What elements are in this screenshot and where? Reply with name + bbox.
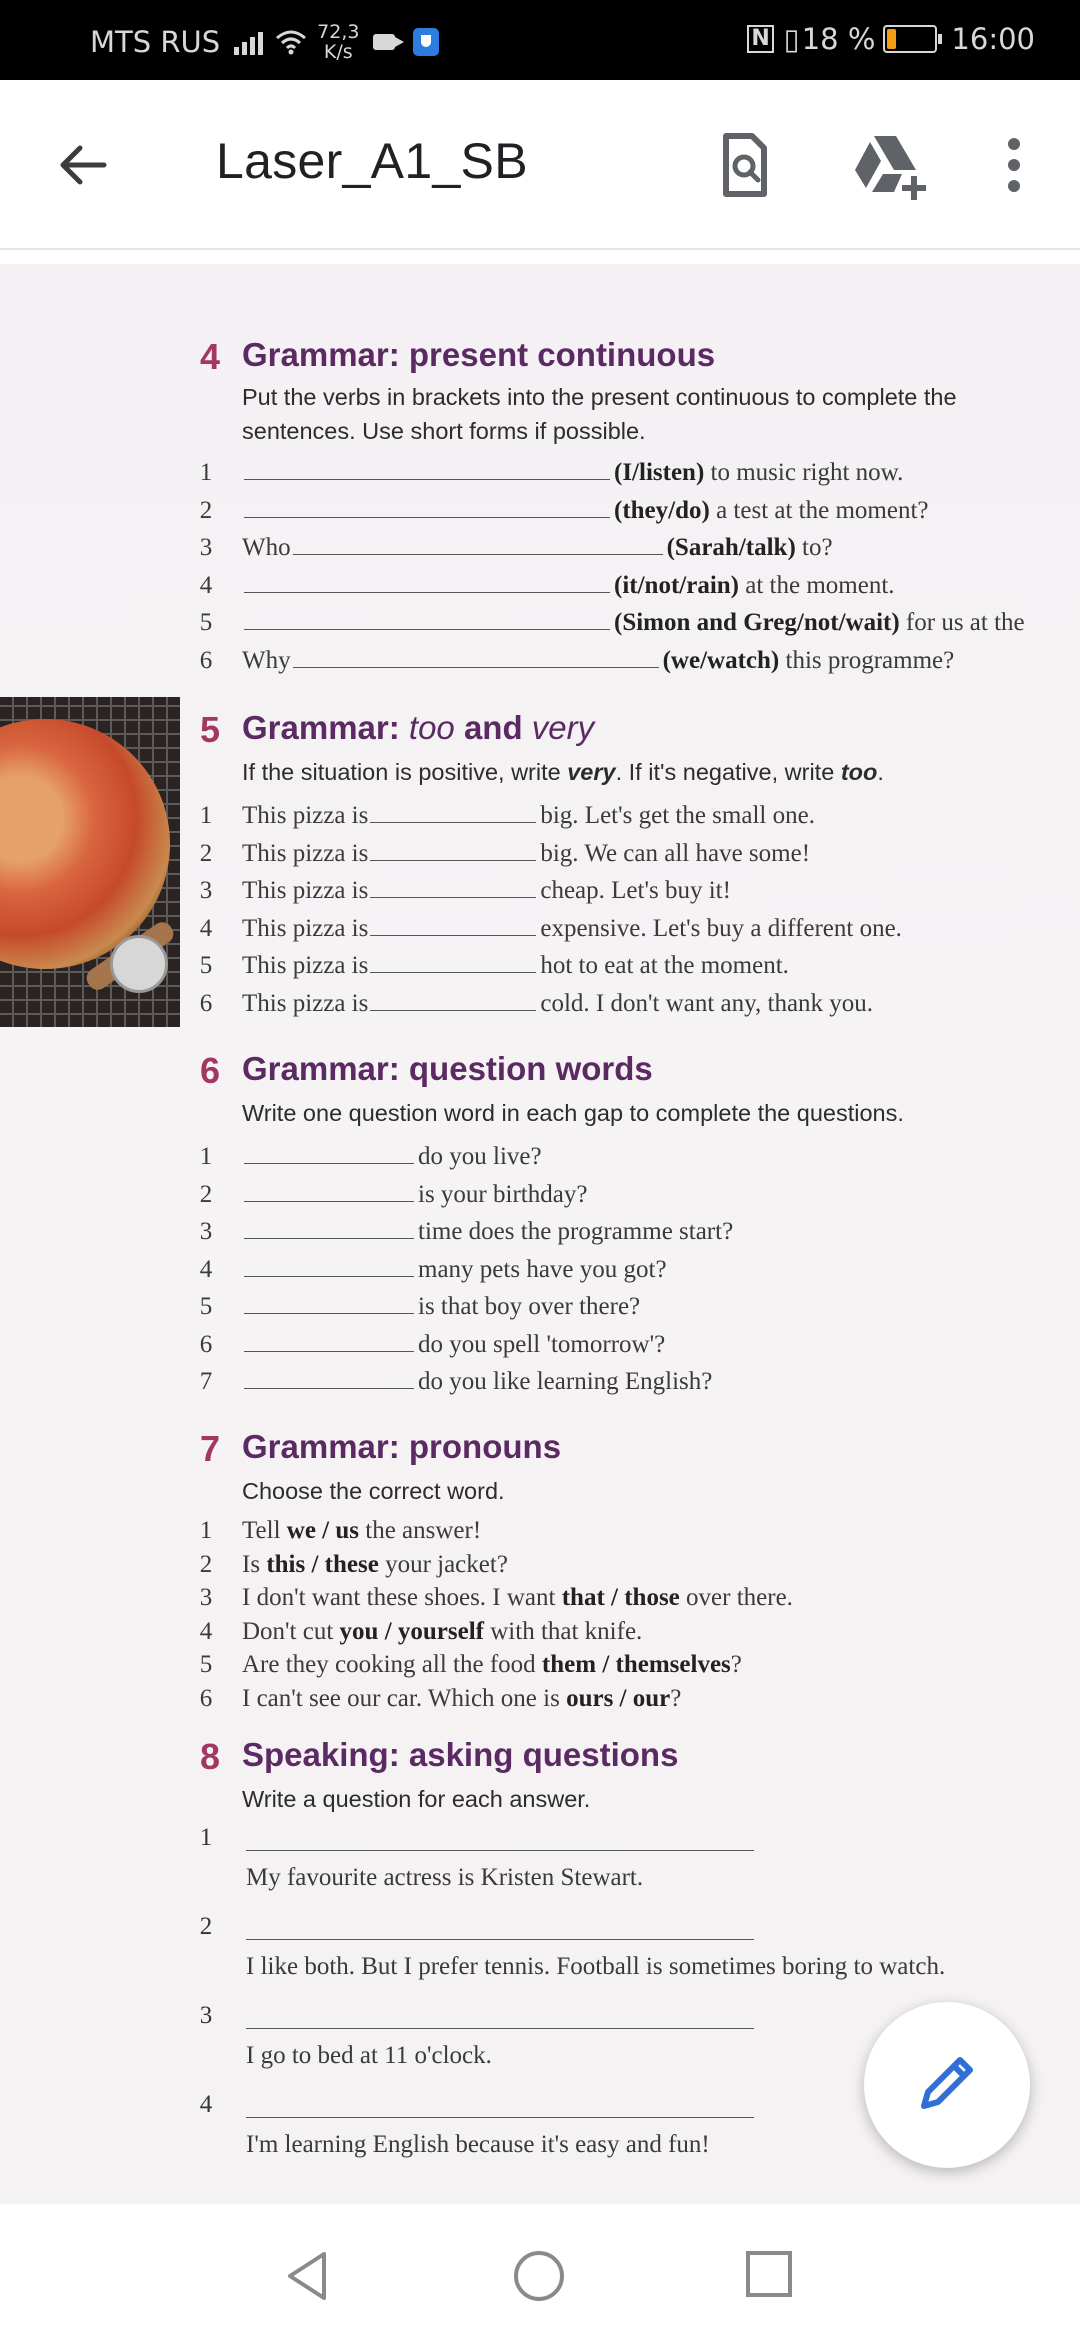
item-number: 5 — [199, 1651, 213, 1678]
answer-blank[interactable] — [244, 1214, 414, 1239]
item-text: Don't cut — [242, 1617, 340, 1645]
item-number: 6 — [199, 1684, 213, 1712]
title-part: and — [454, 709, 532, 746]
section-4 — [199, 336, 1025, 679]
exercise-list — [199, 454, 1025, 679]
shield-icon — [413, 28, 439, 56]
item-hint: (it/not/rain) — [614, 571, 739, 599]
item-text: big. Let's get the small one. — [540, 802, 815, 829]
item-number: 4 — [199, 1617, 213, 1645]
choice-options[interactable]: this / these — [266, 1550, 379, 1578]
document-page[interactable] — [0, 264, 1080, 2204]
item-number: 1 — [199, 1824, 213, 1851]
answer-blank[interactable] — [244, 1364, 414, 1389]
item-text: expensive. Let's buy a different one. — [540, 914, 902, 942]
item-number: 4 — [199, 914, 213, 942]
exercise-item — [200, 1824, 678, 1913]
wifi-icon — [275, 29, 307, 55]
choice-options[interactable]: ours / our — [566, 1684, 671, 1712]
answer-blank[interactable] — [293, 643, 659, 668]
item-number: 3 — [199, 2002, 213, 2029]
battery-icon — [883, 25, 937, 53]
section-title — [242, 709, 594, 746]
battery-percent: 18 % — [801, 22, 876, 56]
item-text: to music right now. — [704, 459, 904, 486]
instruction-line-2: sentences. Use short forms if possible. — [242, 418, 646, 444]
item-number: 5 — [199, 1293, 213, 1320]
item-hint: (they/do) — [614, 496, 710, 524]
item-number: 2 — [199, 839, 213, 867]
answer-blank[interactable] — [370, 948, 536, 973]
nav-back-icon[interactable] — [282, 2249, 332, 2303]
item-text: ? — [670, 1684, 682, 1712]
answer-blank[interactable] — [244, 1252, 414, 1277]
section-instruction — [242, 380, 957, 448]
back-arrow-icon[interactable] — [52, 135, 112, 195]
item-text: do you live? — [418, 1143, 542, 1170]
answer-line[interactable] — [246, 1850, 754, 1851]
instr-emphasis: too — [840, 759, 878, 785]
edit-fab-button[interactable] — [864, 2002, 1030, 2168]
instr-emphasis: very — [567, 759, 616, 785]
item-answer: I like both. But I prefer tennis. Football is sometimes boring to watch. — [246, 1953, 946, 1980]
document-title: Laser_A1_SB — [216, 133, 528, 189]
item-text: for us at the — [899, 609, 1025, 636]
exercise-list — [199, 797, 902, 1022]
item-text: big. We can all have some! — [540, 839, 811, 867]
item-number: 3 — [199, 877, 213, 904]
section-title: Grammar: pronouns — [242, 1428, 562, 1465]
item-prefix: Why — [242, 646, 291, 674]
pizza-photo — [0, 697, 180, 1027]
answer-line[interactable] — [246, 2117, 754, 2118]
item-number: 3 — [199, 534, 213, 561]
exercise-item — [200, 1138, 904, 1176]
item-number: 7 — [199, 1368, 213, 1395]
exercise-item — [200, 872, 884, 910]
status-right — [747, 22, 1035, 56]
exercise-item — [200, 567, 957, 605]
item-text: is that boy over there? — [418, 1293, 641, 1320]
exercise-item — [199, 1682, 682, 1716]
item-text: I don't want these shoes. I want — [242, 1584, 562, 1611]
item-text: the answer! — [359, 1517, 482, 1544]
item-text: cold. I don't want any, thank you. — [540, 989, 874, 1017]
section-instruction: Write one question word in each gap to complete the questions. — [242, 1100, 904, 1126]
item-number: 4 — [199, 571, 213, 599]
section-title: Speaking: asking questions — [242, 1736, 679, 1773]
answer-blank[interactable] — [244, 1327, 414, 1352]
answer-blank[interactable] — [370, 873, 536, 898]
item-text: many pets have you got? — [418, 1255, 667, 1283]
exercise-item — [200, 1176, 904, 1214]
exercise-item — [199, 1648, 742, 1682]
vibrate-icon: ▯ — [783, 22, 800, 56]
title-part: Grammar: — [242, 709, 409, 746]
exercise-item — [199, 2091, 710, 2180]
status-bar — [0, 0, 1080, 80]
item-text: time does the programme start? — [418, 1218, 734, 1245]
section-8 — [199, 1736, 946, 2180]
item-text: a test at the moment? — [709, 496, 929, 524]
exercise-item — [200, 642, 957, 680]
item-text: to? — [795, 534, 833, 561]
speed-value: 72,3 — [317, 21, 360, 43]
answer-blank[interactable] — [370, 986, 536, 1011]
answer-blank[interactable] — [370, 911, 536, 936]
nav-home-icon[interactable] — [512, 2249, 566, 2303]
item-hint: (Simon and Greg/not/wait) — [614, 609, 900, 636]
item-number: 2 — [199, 1550, 213, 1578]
item-number: 4 — [199, 2091, 213, 2118]
exercise-item — [200, 1548, 561, 1582]
item-text: Are they cooking all the food — [242, 1651, 542, 1678]
item-hint: (Sarah/talk) — [666, 534, 796, 561]
edit-pencil-icon — [914, 2050, 980, 2116]
exercise-list — [199, 1514, 793, 1715]
title-italic: very — [531, 709, 595, 746]
item-prefix: This pizza is — [242, 952, 369, 979]
item-number: 5 — [199, 609, 213, 636]
instruction-line-1: Put the verbs in brackets into the present continuous to complete the — [242, 384, 957, 410]
item-prefix: This pizza is — [242, 802, 369, 829]
network-speed — [317, 22, 359, 62]
item-hint: (we/watch) — [662, 646, 780, 674]
item-text: Tell — [242, 1517, 287, 1544]
exercise-item — [200, 1288, 904, 1326]
nav-recents-icon[interactable] — [744, 2249, 794, 2299]
item-number: 3 — [199, 1584, 213, 1611]
answer-blank[interactable] — [370, 836, 536, 861]
answer-blank[interactable] — [244, 455, 610, 480]
answer-line[interactable] — [246, 2028, 754, 2029]
exercise-item — [199, 604, 1025, 642]
item-number: 2 — [199, 1180, 213, 1208]
add-to-drive-icon[interactable] — [850, 130, 930, 200]
exercise-item — [200, 797, 884, 835]
section-instruction — [242, 755, 884, 789]
item-hint: (I/listen) — [614, 459, 705, 486]
item-text: do you like learning English? — [418, 1368, 713, 1395]
app-bar — [0, 80, 1080, 250]
section-number: 8 — [200, 1736, 221, 1777]
exercise-item — [200, 2002, 678, 2091]
answer-blank[interactable] — [244, 493, 610, 518]
exercise-item — [200, 985, 884, 1023]
choice-options[interactable]: them / themselves — [541, 1651, 731, 1678]
instr-part: . — [877, 759, 884, 785]
exercise-item — [200, 1514, 561, 1548]
search-document-icon[interactable] — [708, 130, 778, 200]
exercise-item — [199, 1615, 643, 1649]
section-heading — [200, 1736, 679, 1777]
answer-blank[interactable] — [244, 605, 610, 630]
exercise-list — [200, 1138, 904, 1401]
item-text: over there. — [679, 1584, 793, 1611]
section-heading — [200, 709, 884, 750]
item-number: 6 — [199, 646, 213, 674]
status-left — [90, 22, 439, 62]
section-number: 5 — [200, 709, 221, 750]
item-text: cheap. Let's buy it! — [540, 877, 731, 904]
video-camera-icon — [373, 34, 395, 50]
item-text: hot to eat at the moment. — [540, 952, 789, 979]
carrier-name: MTS RUS — [90, 25, 221, 59]
exercise-item — [200, 1326, 904, 1364]
instr-part: . If it's negative, write — [615, 759, 841, 785]
choice-options[interactable]: we / us — [286, 1517, 359, 1544]
exercise-item — [200, 1251, 904, 1289]
item-number: 5 — [199, 952, 213, 979]
item-number: 2 — [199, 1913, 213, 1940]
section-heading — [200, 336, 957, 377]
more-vert-icon[interactable] — [996, 130, 1032, 200]
nfc-icon: N — [747, 25, 773, 53]
item-prefix: This pizza is — [242, 877, 369, 904]
item-prefix: This pizza is — [242, 989, 369, 1017]
exercise-item — [200, 1213, 904, 1251]
section-number: 4 — [200, 336, 221, 377]
section-title: Grammar: present continuous — [242, 336, 716, 373]
item-text: is your birthday? — [418, 1180, 588, 1208]
item-text: do you spell 'tomorrow'? — [418, 1330, 666, 1358]
section-instruction: Choose the correct word. — [242, 1478, 505, 1504]
section-title: Grammar: question words — [242, 1050, 653, 1087]
item-number: 3 — [199, 1218, 213, 1245]
item-number: 6 — [199, 1330, 213, 1358]
item-number: 2 — [199, 496, 213, 524]
item-prefix: Who — [242, 534, 291, 561]
answer-blank[interactable] — [293, 530, 663, 555]
exercise-item — [200, 529, 957, 567]
section-7 — [199, 1428, 793, 1715]
section-6 — [200, 1050, 904, 1401]
item-answer: I go to bed at 11 o'clock. — [246, 2042, 492, 2069]
item-text: ? — [730, 1651, 742, 1678]
section-number: 7 — [200, 1428, 221, 1469]
answer-line[interactable] — [246, 1939, 754, 1940]
item-text: with that knife. — [484, 1617, 643, 1645]
item-text: I can't see our car. Which one is — [242, 1684, 567, 1712]
section-5 — [199, 709, 902, 1022]
title-italic: too — [408, 709, 455, 746]
item-number: 1 — [199, 459, 213, 486]
section-heading — [200, 1428, 562, 1469]
section-number: 6 — [200, 1050, 221, 1091]
item-number: 1 — [199, 1143, 213, 1170]
exercise-list — [199, 1824, 946, 2180]
answer-blank[interactable] — [244, 1177, 414, 1202]
item-text: your jacket? — [378, 1550, 508, 1578]
exercise-item — [200, 947, 884, 985]
item-text: this programme? — [779, 646, 955, 674]
choice-options[interactable]: that / those — [561, 1584, 680, 1611]
exercise-item — [200, 835, 884, 873]
clock: 16:00 — [951, 22, 1035, 56]
item-number: 1 — [199, 1517, 213, 1544]
item-prefix: This pizza is — [242, 839, 369, 867]
exercise-item — [200, 454, 957, 492]
instr-part: If the situation is positive, write — [242, 759, 568, 785]
exercise-item — [199, 1581, 793, 1615]
item-answer: I'm learning English because it's easy and fun! — [246, 2131, 710, 2158]
answer-blank[interactable] — [244, 568, 610, 593]
exercise-item — [200, 1363, 904, 1401]
choice-options[interactable]: you / yourself — [339, 1617, 484, 1645]
item-text: at the moment. — [739, 571, 895, 599]
answer-blank[interactable] — [244, 1139, 414, 1164]
answer-blank[interactable] — [244, 1289, 414, 1314]
signal-icon — [234, 29, 263, 55]
exercise-item — [199, 910, 902, 948]
item-text: Is — [242, 1550, 267, 1578]
exercise-item — [200, 492, 957, 530]
item-prefix: This pizza is — [242, 914, 369, 942]
item-number: 6 — [199, 989, 213, 1017]
section-instruction: Write a question for each answer. — [242, 1786, 591, 1812]
section-heading — [200, 1050, 904, 1091]
exercise-item — [199, 1913, 946, 2002]
answer-blank[interactable] — [370, 798, 536, 823]
item-number: 4 — [199, 1255, 213, 1283]
speed-unit: K/s — [323, 41, 353, 63]
system-nav-bar — [0, 2204, 1080, 2340]
item-answer: My favourite actress is Kristen Stewart. — [246, 1864, 644, 1891]
item-number: 1 — [199, 802, 213, 829]
